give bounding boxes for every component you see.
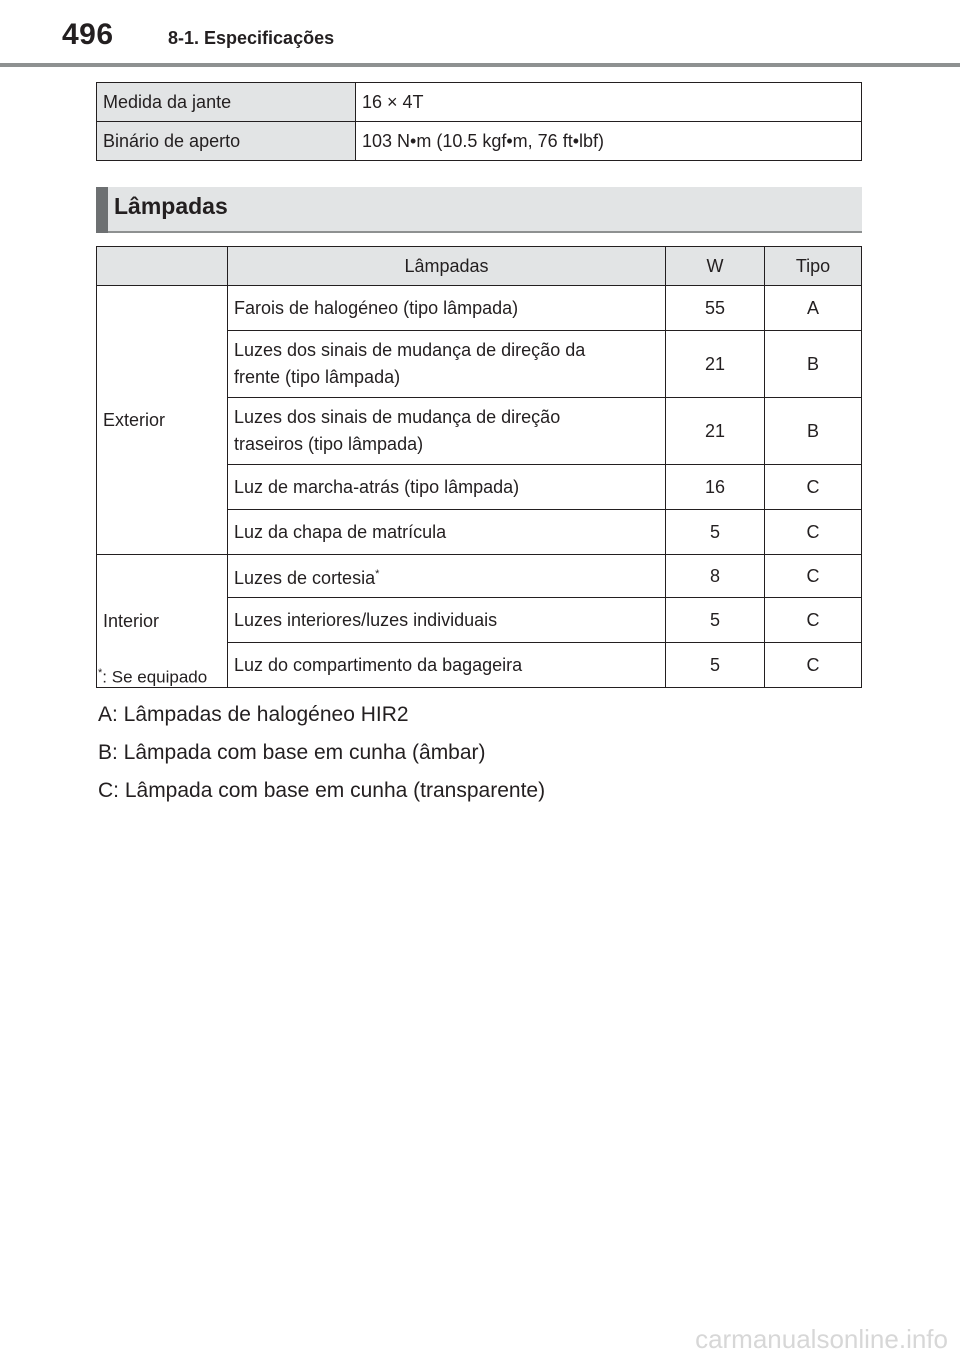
spec-value: 103 N•m (10.5 kgf•m, 76 ft•lbf) <box>356 122 862 161</box>
bulb-type: B <box>765 398 862 465</box>
bulb-name-line: traseiros (tipo lâmpada) <box>234 434 424 454</box>
group-interior: Interior <box>97 555 228 688</box>
bulb-watts: 5 <box>666 510 765 555</box>
header-divider <box>0 63 960 67</box>
bulb-watts: 21 <box>666 398 765 465</box>
table-row <box>97 555 862 598</box>
bulb-name: Luz da chapa de matrícula <box>228 510 666 555</box>
bulb-table <box>96 246 862 688</box>
bulb-name-line: Luzes dos sinais de mudança de direção <box>234 407 561 427</box>
bulb-type: B <box>765 331 862 398</box>
section-title: 8-1. Especificações <box>168 28 335 48</box>
footnote-mark: * <box>375 567 380 580</box>
bulb-watts: 16 <box>666 465 765 510</box>
table-row <box>97 286 862 331</box>
watermark: carmanualsonline.info <box>695 1324 948 1354</box>
header-type: Tipo <box>765 247 862 286</box>
wheel-spec-table <box>96 82 862 161</box>
bulb-watts: 55 <box>666 286 765 331</box>
section-accent <box>96 187 108 233</box>
bulb-watts: 8 <box>666 555 765 598</box>
table-row <box>97 83 862 122</box>
table-header-row <box>97 247 862 286</box>
header-watts: W <box>666 247 765 286</box>
bulb-watts: 5 <box>666 643 765 688</box>
footnote-mark: * <box>98 667 103 679</box>
spec-label: Binário de aperto <box>97 122 356 161</box>
bulb-name <box>228 398 666 465</box>
spec-value: 16 × 4T <box>356 83 862 122</box>
header-empty <box>97 247 228 286</box>
group-exterior: Exterior <box>97 286 228 555</box>
header-bulbs: Lâmpadas <box>228 247 666 286</box>
bulb-name: Luzes interiores/luzes individuais <box>228 598 666 643</box>
footnote-text: : Se equipado <box>102 667 208 687</box>
bulb-type: C <box>765 465 862 510</box>
bulb-watts: 5 <box>666 598 765 643</box>
bulb-type: C <box>765 598 862 643</box>
bulb-type: C <box>765 555 862 598</box>
bulb-name-line: Luzes dos sinais de mudança de direção da <box>234 340 586 360</box>
section-heading-bar <box>96 187 862 233</box>
bulb-name <box>228 555 666 598</box>
bulb-name-text: Luzes de cortesia <box>234 567 376 588</box>
bulb-name <box>228 331 666 398</box>
legend-item: A: Lâmpadas de halogéneo HIR2 <box>98 703 409 726</box>
page-number: 496 <box>62 18 114 51</box>
bulb-type: C <box>765 643 862 688</box>
bulb-type: C <box>765 510 862 555</box>
spec-label: Medida da jante <box>97 83 356 122</box>
bulb-name: Luz de marcha-atrás (tipo lâmpada) <box>228 465 666 510</box>
page-header <box>0 0 960 68</box>
bulb-watts: 21 <box>666 331 765 398</box>
bulb-name: Luz do compartimento da bagageira <box>228 643 666 688</box>
table-row <box>97 122 862 161</box>
section-heading: Lâmpadas <box>114 193 228 219</box>
legend-item: C: Lâmpada com base em cunha (transparente) <box>98 779 546 802</box>
bulb-type: A <box>765 286 862 331</box>
legend-item: B: Lâmpada com base em cunha (âmbar) <box>98 741 486 764</box>
footnote <box>98 667 207 688</box>
bulb-name-line: frente (tipo lâmpada) <box>234 367 401 387</box>
bulb-name: Farois de halogéneo (tipo lâmpada) <box>228 286 666 331</box>
